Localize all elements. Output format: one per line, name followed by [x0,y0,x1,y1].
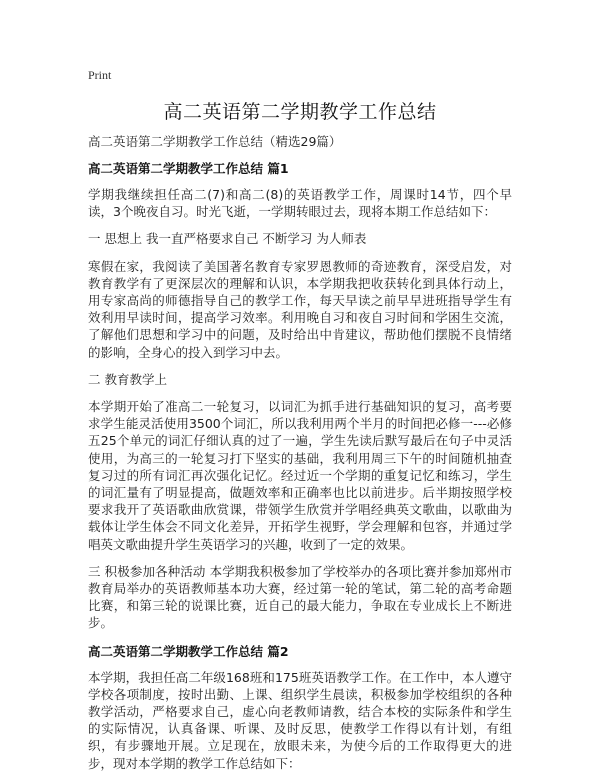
paragraph-body: 本学期开始了准高二一轮复习，以词汇为抓手进行基础知识的复习，高考要求学生能灵活使用3500个词汇，所以我利用两个半月的时间把必修一---必修五25个单元的词汇仔细认真的过了一遍，学生先读后默写最后在句子中灵活使用，为高三的一轮复习打下坚实的基础，我利用周三下午的时间随机抽查复习过的所有词汇再次强化记忆。经过近一个学期的重复记忆和练习，学生的词汇量有了明显提高，做题效率和正确率也比以前进步。后半期按照学校要求我开了英语歌曲欣赏课，带领学生欣赏并学唱经典英文歌曲，以歌曲为载体让学生体会不同文化差异，开拓学生视野，学会理解和包容，并通过学唱英文歌曲提升学生英语学习的兴趣，收到了一定的效果。 [88,399,512,552]
section-heading: 高二英语第二学期教学工作总结 篇1 [88,161,289,176]
paragraph-intro: 学期我继续担任高二(7)和高二(8)的英语教学工作，周课时14节，四个早读，3个晚夜自习。时光飞逝，一学期转眼过去，现将本期工作总结如下： [88,187,512,220]
paragraph-body: 寒假在家，我阅读了美国著名教育专家罗恩教师的奇迹教育，深受启发，对教育教学有了更深层次的理解和认识，本学期我把收获转化到具体行动上，用专家高尚的师德指导自己的教学工作，每天早读之前早早进班指导学生有效利用早读时间，提高学习效率。利用晚自习和夜自习时间和学困生交流，了解他们思想和学习中的问题，及时给出中肯建议，帮助他们摆脱不良情绪的影响，全身心的投入到学习中去。 [88,258,512,360]
section-2 [88,642,512,772]
paragraph-subheading-thought: 一 思想上 我一直严格要求自己 不断学习 为人师表 [88,231,367,247]
paragraph-subheading-teaching: 二 教育教学上 [88,371,167,387]
document-subtitle: 高二英语第二学期教学工作总结（精选29篇） [88,134,342,149]
print-link[interactable]: Print [88,68,112,82]
document-title: 高二英语第二学期教学工作总结 [163,101,437,123]
document-page [88,66,512,782]
section-1 [88,159,512,632]
paragraph-intro: 本学期，我担任高二年级168班和175班英语教学工作。在工作中，本人遵守学校各项制度，按时出勤、上课、组织学生晨读，积极参加学校组织的各种教学活动，严格要求自己，虚心向老教师请教，结合本校的实际条件和学生的实际情况，认真备课、听课、及时反思，使教学工作得以有计划，有组织，有步骤地开展。立足现在，放眼未来，为使今后的工作取得更大的进步，现对本学期的教学工作总结如下： [88,669,512,771]
section-heading: 高二英语第二学期教学工作总结 篇2 [88,643,289,659]
paragraph-body: 三 积极参加各种活动 本学期我积极参加了学校举办的各项比赛并参加郑州市教育局举办的英语教师基本功大赛，经过第一轮的笔试，第二轮的高考命题比赛，和第三轮的说课比赛，近自己的最大能力，争取在专业成长上不断进步。 [88,563,512,631]
